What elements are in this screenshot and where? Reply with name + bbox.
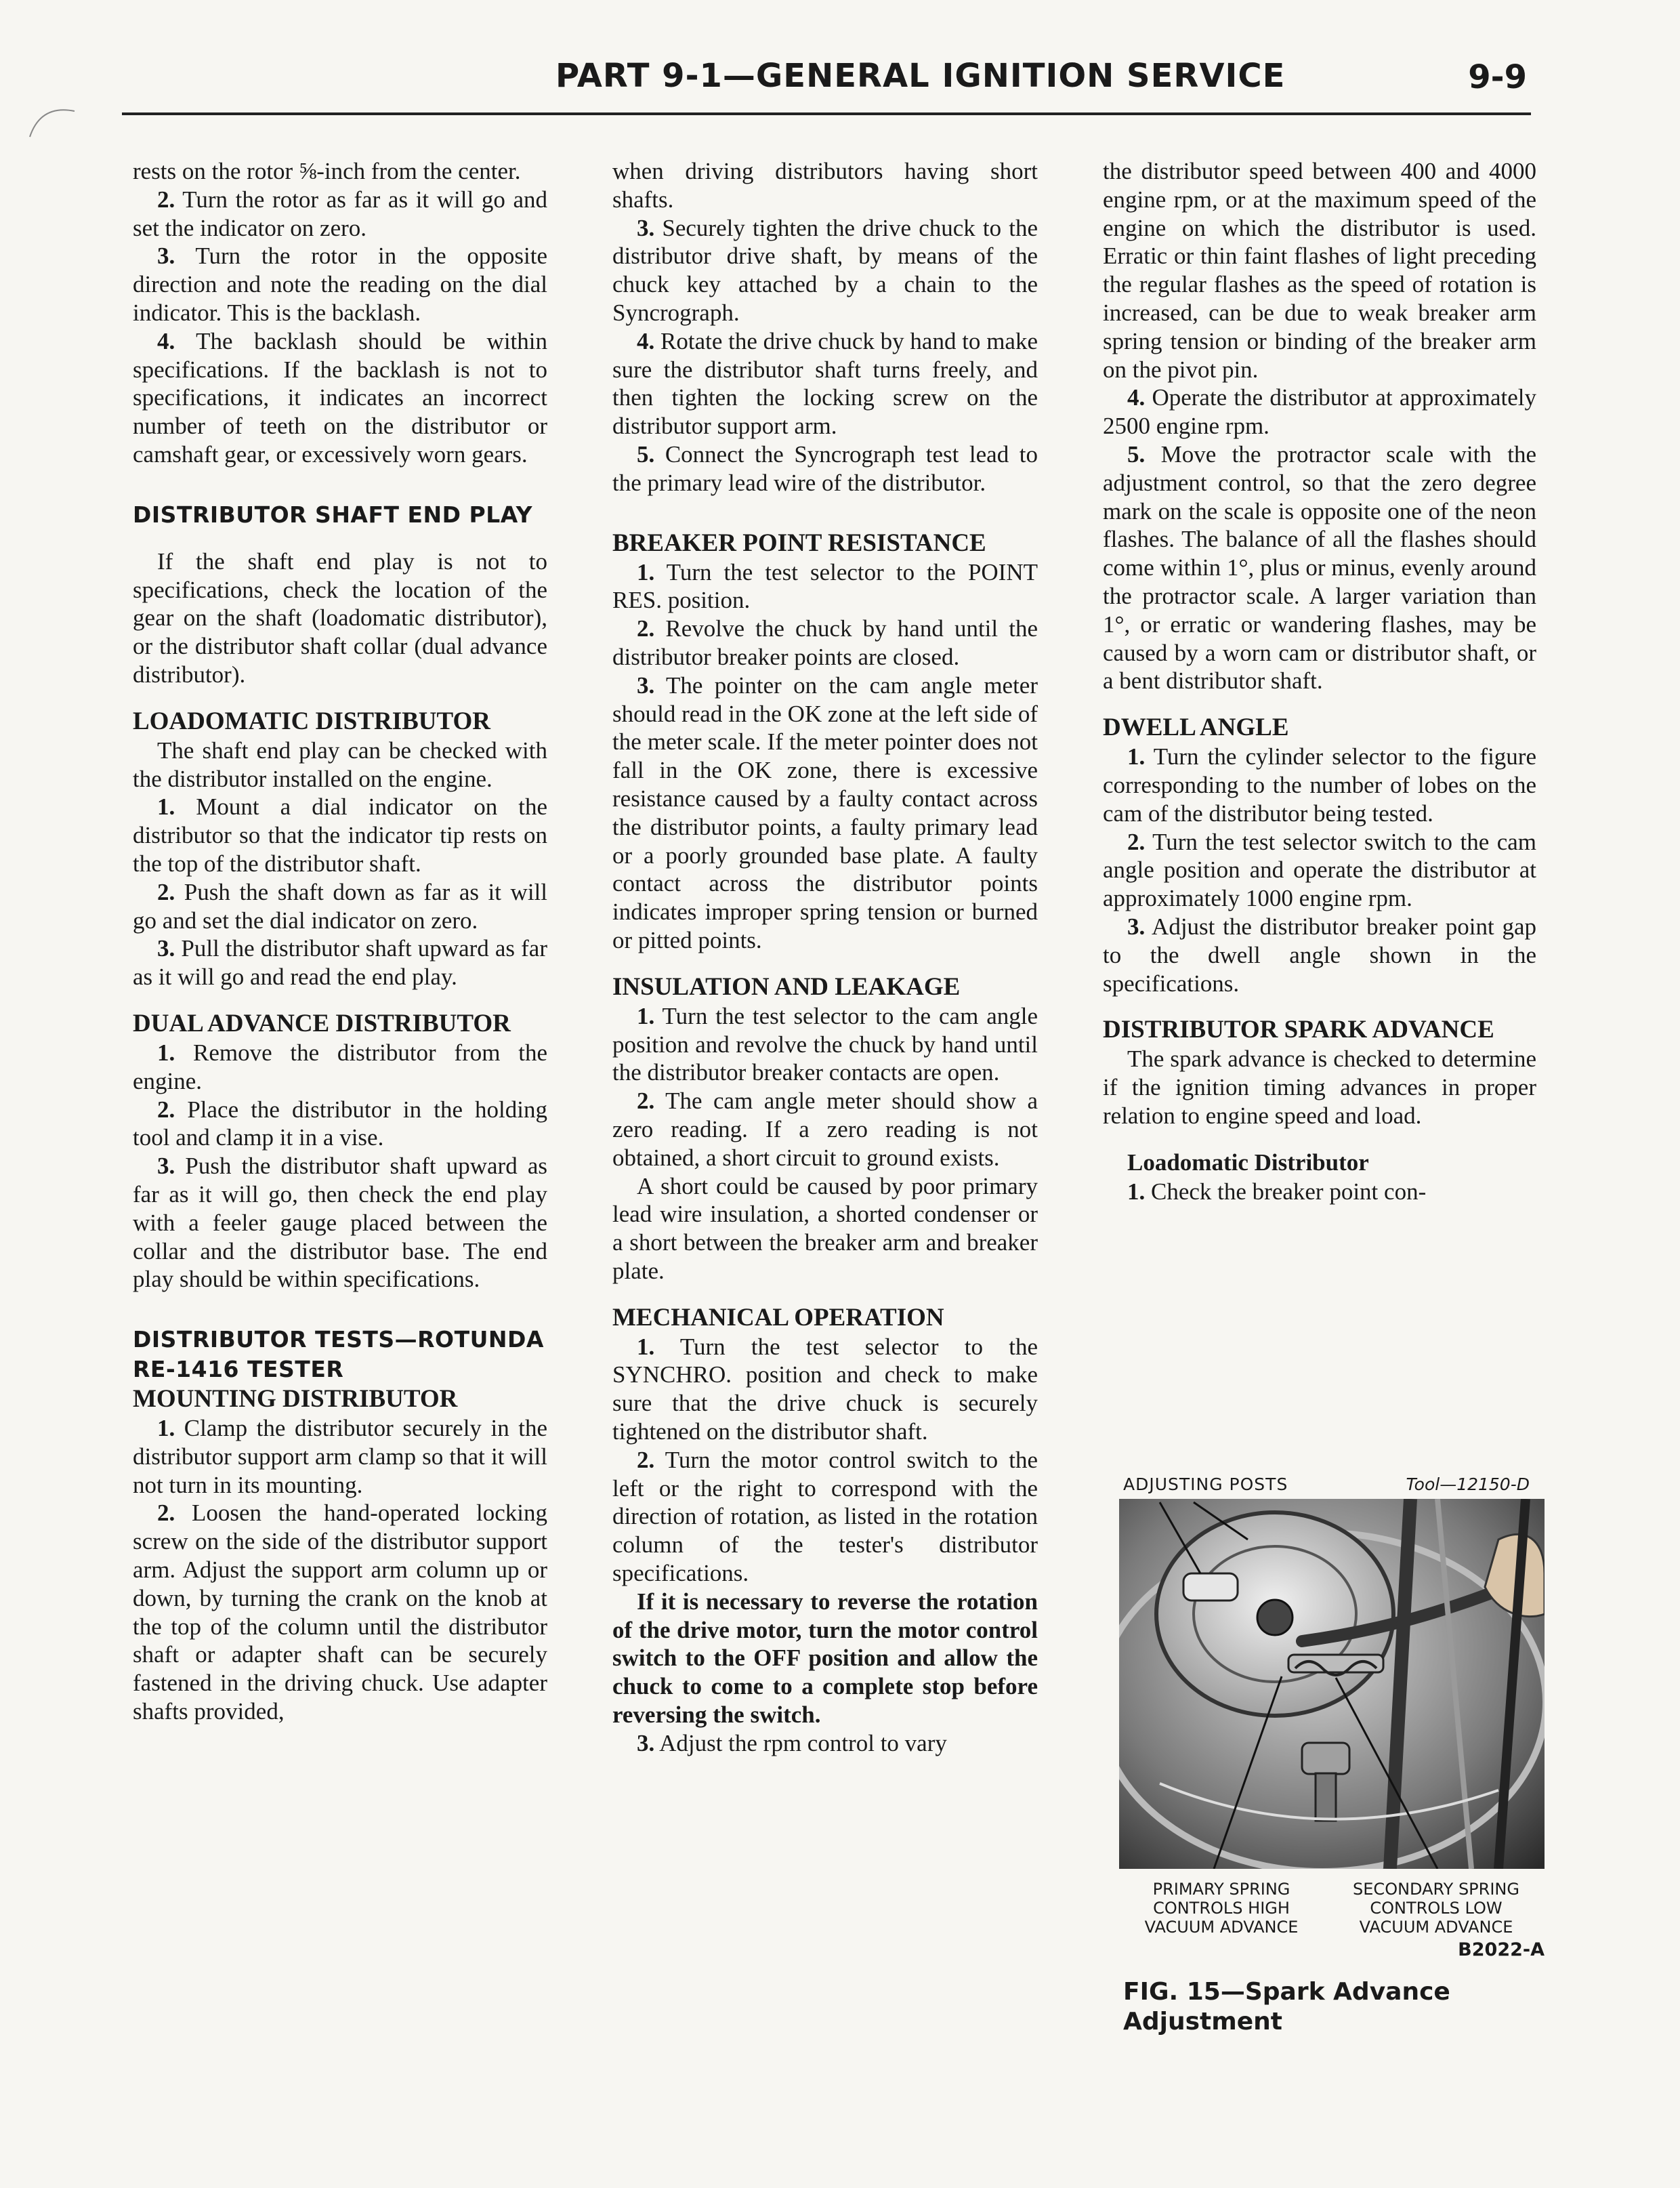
numbered-step [612, 1446, 1038, 1588]
step-text: Operate the distributor at approximately 2500 engine rpm. [1103, 384, 1536, 440]
step-number: 3. [637, 1729, 655, 1756]
text-column-1 [133, 157, 547, 1726]
step-number: 2. [157, 878, 175, 905]
spacer [612, 1285, 1038, 1303]
step-text: Turn the test selector to the POINT RES. position. [612, 558, 1038, 614]
step-number: 2. [1127, 828, 1146, 855]
text-column-3 [1103, 157, 1536, 1206]
numbered-step [133, 1414, 547, 1499]
step-text: The backlash should be within specifications. If the backlash is not to specifications, it indicates an incorrect number of teeth on the distributor or camshaft gear, or excessively worn gears. [133, 327, 547, 468]
section-heading: DISTRIBUTOR TESTS—ROTUNDA RE-1416 TESTER [133, 1326, 544, 1383]
numbered-step [133, 1096, 547, 1153]
numbered-step [133, 1499, 547, 1725]
step-number: 5. [637, 440, 655, 468]
numbered-step [1103, 743, 1536, 827]
numbered-step [612, 327, 1038, 440]
step-text: Turn the test selector to the cam angle position and revolve the chuck by hand until the distributor breaker contacts are open. [612, 1002, 1038, 1086]
step-number: 4. [1127, 384, 1146, 411]
step-text: Adjust the rpm control to vary [654, 1729, 947, 1756]
step-text: Check the breaker point con- [1145, 1178, 1427, 1205]
page-number: 9-9 [1468, 58, 1527, 96]
section-heading: DWELL ANGLE [1103, 714, 1289, 742]
spacer [1103, 695, 1536, 713]
section-heading: BREAKER POINT RESISTANCE [612, 529, 986, 557]
caution-paragraph: If it is necessary to reverse the rotation of the drive motor, turn the motor control switch to the OFF position and allow the chuck to come to a complete stop before reversing the switch. [612, 1588, 1038, 1729]
step-number: 1. [637, 1002, 655, 1029]
section-heading: Loadomatic Distributor [1127, 1149, 1369, 1176]
numbered-step [612, 1002, 1038, 1087]
step-number: 1. [637, 1333, 655, 1360]
numbered-step [133, 878, 547, 935]
step-text: Turn the rotor in the opposite direction and note the reading on the dial indicator. This is the backlash. [133, 243, 547, 326]
figure-label-tool-number: Tool—12150-D [1406, 1474, 1530, 1494]
step-number: 2. [637, 1446, 655, 1473]
figure-label-adjusting-posts: ADJUSTING POSTS [1123, 1474, 1288, 1494]
distributor-photo [1119, 1499, 1545, 1869]
paragraph: The shaft end play can be checked with the distributor installed on the engine. [133, 737, 547, 792]
step-number: 3. [157, 243, 175, 270]
header-title: PART 9-1—GENERAL IGNITION SERVICE [555, 57, 1286, 95]
numbered-step [133, 242, 547, 327]
spacer [612, 497, 1038, 529]
step-text: Turn the test selector switch to the cam angle position and operate the distributor at approximately 1000 engine rpm. [1103, 828, 1536, 912]
section-heading: DISTRIBUTOR SPARK ADVANCE [1103, 1016, 1494, 1044]
section-heading: MECHANICAL OPERATION [612, 1303, 944, 1332]
numbered-step [133, 793, 547, 878]
step-text: Turn the cylinder selector to the figure corresponding to the number of lobes on the cam of the distributor being tested. [1103, 743, 1536, 827]
numbered-step [612, 1333, 1038, 1446]
section-heading: MOUNTING DISTRIBUTOR [133, 1385, 458, 1413]
step-number: 2. [157, 1500, 175, 1527]
page-corner-mark [27, 102, 81, 142]
step-text: Turn the motor control switch to the left or the right to correspond with the direction of rotation, as listed in the rotation column of the tester's distributor specifications. [612, 1446, 1038, 1587]
step-text: Connect the Syncrograph test lead to the primary lead wire of the distributor. [612, 440, 1038, 496]
step-text: Move the protractor scale with the adjustment control, so that the zero degree mark on the scale is opposite one of the neon flashes. The balance of all the flashes should come within 1°, plus or minus, evenly around the protractor scale. A larger variation than 1°, or erratic or wandering flashes, may be caused by a worn cam or distributor shaft, or a bent distributor shaft. [1103, 440, 1536, 695]
step-number: 4. [157, 327, 175, 354]
numbered-step [1103, 828, 1536, 913]
step-text: Clamp the distributor securely in the distributor support arm clamp so that it will not turn in its mounting. [133, 1415, 547, 1498]
step-text: Turn the test selector to the SYNCHRO. position and check to make sure that the drive chuck is securely tightened on the distributor shaft. [612, 1333, 1038, 1445]
step-number: 5. [1127, 440, 1146, 468]
figure-caption: FIG. 15—Spark Advance Adjustment [1123, 1978, 1450, 2036]
numbered-step [612, 214, 1038, 327]
spacer [133, 689, 547, 707]
numbered-step [133, 327, 547, 469]
step-text: The pointer on the cam angle meter should read in the OK zone at the left side of the meter scale. If the meter pointer does not fall in the OK zone, there is excessive resistance caused by a faulty contact across the distributor points, a faulty primary lead or a poorly grounded base plate. A faulty contact across the distributor points indicates improper spring tension or burned or pitted points. [612, 672, 1038, 953]
spacer [133, 469, 547, 500]
step-number: 1. [1127, 743, 1146, 770]
step-number: 4. [637, 327, 655, 354]
paragraph: when driving distributors having short shafts. [612, 158, 1038, 213]
numbered-step [133, 934, 547, 991]
step-text: Adjust the distributor breaker point gap to the dwell angle shown in the specifications. [1103, 913, 1536, 997]
step-number: 2. [637, 615, 655, 642]
paragraph: rests on the rotor ⅝-inch from the center. [133, 158, 521, 184]
step-number: 1. [157, 1039, 175, 1066]
spacer [612, 955, 1038, 972]
step-text: Push the shaft down as far as it will go and set the dial indicator on zero. [133, 878, 547, 934]
step-number: 3. [637, 214, 655, 241]
paragraph: the distributor speed between 400 and 4000 engine rpm, or at the maximum speed of the engine on which the distributor is used. Erratic or thin faint flashes of light preceding the regular flashes as the speed of rotation is increased, can be due to weak breaker arm spring tension or binding of the breaker arm on the pivot pin. [1103, 158, 1536, 383]
figure-code: B2022-A [1458, 1939, 1545, 1960]
step-text: Revolve the chuck by hand until the distributor breaker points are closed. [612, 615, 1038, 670]
numbered-step [133, 186, 547, 243]
step-number: 3. [157, 1153, 175, 1180]
numbered-step [612, 1729, 1038, 1758]
step-text: Push the distributor shaft upward as far as it will go, then check the end play with a feeler gauge placed between the collar and the distributor base. The end play should be within specifications. [133, 1153, 547, 1293]
numbered-step [1103, 384, 1536, 440]
spacer [133, 991, 547, 1009]
step-number: 1. [157, 793, 175, 821]
section-heading: INSULATION AND LEAKAGE [612, 972, 961, 1001]
numbered-step [612, 1087, 1038, 1172]
step-text: Mount a dial indicator on the distributor so that the indicator tip rests on the top of the distributor shaft. [133, 793, 547, 877]
step-number: 2. [157, 1096, 175, 1123]
step-text: Loosen the hand-operated locking screw on the side of the distributor support arm. Adjust the support arm column up or down, by turning the crank on the knob at the top of the column until the distributor shaft or adapter shaft can be securely fastened in the driving chuck. Use adapter shafts provided, [133, 1500, 547, 1725]
section-heading: DISTRIBUTOR SHAFT END PLAY [133, 501, 533, 528]
numbered-step [612, 440, 1038, 497]
numbered-step [133, 1039, 547, 1096]
step-text: The cam angle meter should show a zero reading. If a zero reading is not obtained, a short circuit to ground exists. [612, 1088, 1038, 1171]
text-column-2 [612, 157, 1038, 1758]
step-number: 1. [1127, 1178, 1146, 1205]
step-number: 1. [637, 558, 655, 585]
numbered-step [612, 615, 1038, 672]
numbered-step [1103, 440, 1536, 695]
spacer [133, 530, 547, 548]
step-text: Pull the distributor shaft upward as far as it will go and read the end play. [133, 935, 547, 991]
figure-15 [1119, 1474, 1545, 2050]
numbered-step [133, 1152, 547, 1294]
numbered-step [1103, 1178, 1536, 1206]
paragraph: If the shaft end play is not to specifications, check the location of the gear on the shaft (loadomatic distributor), or the distributor shaft collar (dual advance distributor). [133, 548, 547, 688]
step-number: 2. [157, 186, 175, 213]
spacer [1103, 997, 1536, 1015]
paragraph: The spark advance is checked to determine if the ignition timing advances in proper relation to engine speed and load. [1103, 1046, 1536, 1129]
step-number: 1. [157, 1415, 175, 1442]
page-header [122, 54, 1531, 115]
step-text: Turn the rotor as far as it will go and set the indicator on zero. [133, 186, 547, 241]
step-text: Rotate the drive chuck by hand to make sure the distributor shaft turns freely, and then tighten the locking screw on the distributor support arm. [612, 327, 1038, 440]
numbered-step [1103, 913, 1536, 997]
step-number: 3. [637, 672, 655, 699]
figure-label-secondary-spring: SECONDARY SPRING CONTROLS LOW VACUUM ADVANCE [1353, 1880, 1519, 1937]
step-number: 3. [1127, 913, 1146, 940]
step-number: 2. [637, 1088, 655, 1115]
paragraph: A short could be caused by poor primary lead wire insulation, a shorted condenser or a short between the breaker arm and breaker plate. [612, 1172, 1038, 1284]
step-number: 3. [157, 935, 175, 962]
step-text: Place the distributor in the holding tool and clamp it in a vise. [133, 1096, 547, 1151]
section-heading: LOADOMATIC DISTRIBUTOR [133, 707, 491, 735]
numbered-step [612, 558, 1038, 615]
figure-label-primary-spring: PRIMARY SPRING CONTROLS HIGH VACUUM ADVANCE [1144, 1880, 1299, 1937]
step-text: Securely tighten the drive chuck to the distributor drive shaft, by means of the chuck key attached by a chain to the Syncrograph. [612, 214, 1038, 326]
spacer [133, 1294, 547, 1325]
section-heading: DUAL ADVANCE DISTRIBUTOR [133, 1009, 511, 1037]
spacer [1103, 1130, 1536, 1148]
step-text: Remove the distributor from the engine. [133, 1039, 547, 1094]
numbered-step [612, 672, 1038, 955]
